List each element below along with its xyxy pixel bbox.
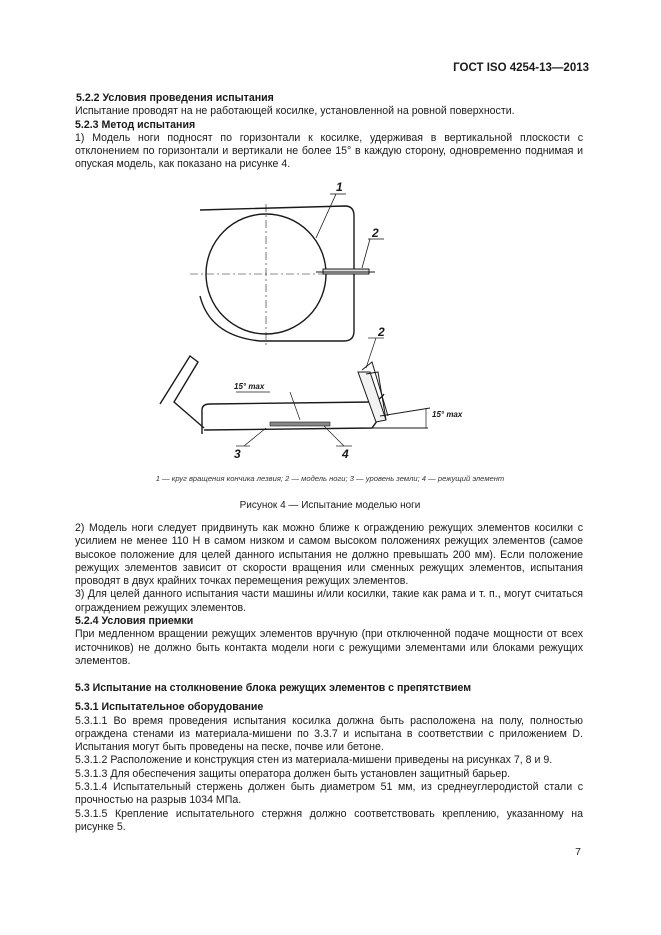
section-5-2-4-title: 5.2.4 Условия приемки (75, 615, 194, 628)
angle-label-left: 15° max (234, 382, 265, 391)
section-5-2-3-paragraph-2: 2) Модель ноги следует придвинуть как можно ближе к ограждению режущих элементов косилки с усилием не менее 110 Н в самом низком и самом высоком положениях режущих элементов (самое высокое положение для целей данного испытания не должно превышать 200 мм). Если положение режущих элементов зависит от скорости вращения или сменных режущих элементов, испытания проводят в двух крайних точках перемещения режущих элементов. (75, 522, 583, 588)
section-5-3 (75, 682, 583, 834)
handle (160, 356, 204, 428)
section-5-3-1-4: 5.3.1.4 Испытательный стержень должен быть диаметром 51 мм, из среднеуглеродистой стали с прочностью на разрыв 1034 МПа. (75, 781, 583, 807)
label-1: 1 (336, 180, 343, 194)
label-2-bottom: 2 (378, 325, 385, 339)
figure-4-legend: 1 — круг вращения кончика лезвия; 2 — модель ноги; 3 — уровень земли; 4 — режущий элемент (155, 474, 505, 483)
section-5-2-3-continued (75, 522, 583, 668)
label-4: 4 (342, 447, 349, 461)
section-5-3-1-1: 5.3.1.1 Во время проведения испытания косилка должна быть расположена на полу, полностью ограждена стенами из материала-мишени по 3.3.7 и испытана в соответствии с приложением D. Испытания могут быть проведены на песке, почве или бетоне. (75, 714, 583, 754)
section-5-2-2 (75, 92, 583, 172)
section-5-3-1-title: 5.3.1 Испытательное оборудование (75, 701, 264, 714)
cutting-element (270, 422, 330, 426)
label-2-top: 2 (372, 226, 379, 240)
page-number: 7 (575, 846, 581, 858)
figure-4-leg-model-test (140, 176, 480, 466)
section-5-3-title: 5.3 Испытание на столкновение блока режущих элементов с препятствием (75, 682, 472, 694)
section-5-3-1-2: 5.3.1.2 Расположение и конструкция стен из материала-мишени приведены на рисунках 7, 8 и 9. (75, 754, 553, 767)
section-5-2-3-paragraph-1: 1) Модель ноги подносят по горизонтали к косилке, удерживая в вертикальной плоскости с отклонением по горизонтали и вертикали не более 15° в каждую сторону, одновременно поднимая и опуская модель, как показано на рисунке 4. (75, 131, 583, 171)
figure-4-caption: Рисунок 4 — Испытание моделью ноги (239, 500, 421, 511)
section-5-3-1-3: 5.3.1.3 Для обеспечения защиты оператора должен быть установлен защитный барьер. (75, 767, 511, 780)
angle-label-right: 15° max (432, 410, 463, 419)
section-5-2-2-title: 5.2.2 Условия проведения испытания (76, 92, 274, 104)
section-5-3-1-5: 5.3.1.5 Крепление испытательного стержня должно соответствовать креплению, указанному на рисунке 5. (75, 807, 583, 833)
section-5-2-3-title: 5.2.3 Метод испытания (75, 118, 196, 131)
section-5-2-3-paragraph-3: 3) Для целей данного испытания части машины и/или косилки, такие как рама и т. п., могут считаться ограждением режущих элементов. (75, 588, 583, 614)
label-3: 3 (234, 447, 241, 461)
document-header: ГОСТ ISO 4254-13—2013 (453, 62, 589, 74)
section-5-2-2-text: Испытание проводят на не работающей косилке, установленной на ровной поверхности. (75, 105, 515, 118)
section-5-2-4-text: При медленном вращении режущих элементов вручную (при отключенной подаче мощности от всех источников) не должно быть контакта модели ноги с режущими элементами или блоками режущих элементов. (75, 628, 583, 667)
